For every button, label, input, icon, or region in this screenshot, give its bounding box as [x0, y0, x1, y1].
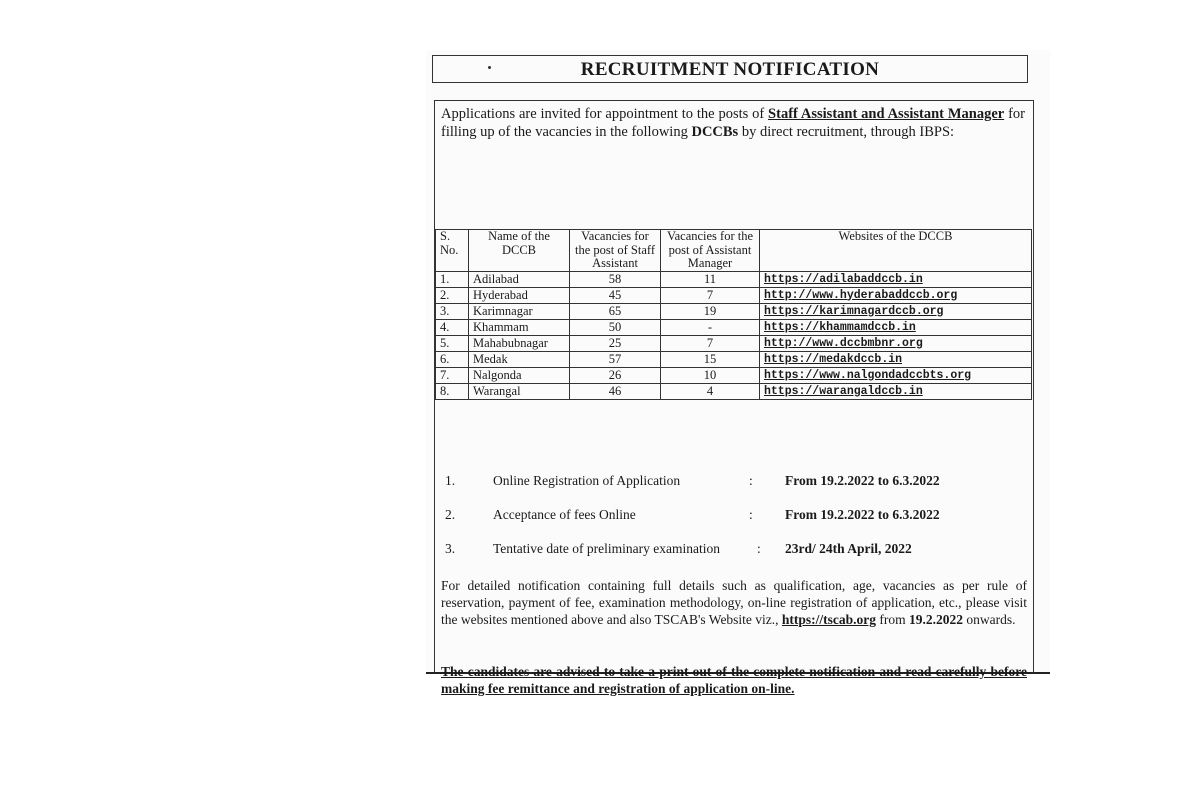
row-staff-vacancies: 57 [570, 351, 661, 367]
table-row [436, 383, 1032, 399]
header-sno: S. No. [436, 230, 469, 272]
row-manager-vacancies: 19 [661, 303, 760, 319]
row-sno: 2. [436, 287, 469, 303]
schedule-item: 3. Tentative date of preliminary examination : 23rd/ 24th April, 2022 [445, 541, 912, 556]
row-website-link[interactable]: https://khammamdccb.in [760, 319, 1032, 335]
table-header-row [436, 230, 1032, 272]
header-staff-assistant: Vacancies for the post of Staff Assistant [570, 230, 661, 272]
row-website-link[interactable]: http://www.hyderabaddccb.org [760, 287, 1032, 303]
row-manager-vacancies: - [661, 319, 760, 335]
row-sno: 3. [436, 303, 469, 319]
row-website-link[interactable]: https://warangaldccb.in [760, 383, 1032, 399]
row-website-link[interactable]: https://medakdccb.in [760, 351, 1032, 367]
row-website-link[interactable]: http://www.dccbmbnr.org [760, 335, 1032, 351]
header-assistant-manager: Vacancies for the post of Assistant Manager [661, 230, 760, 272]
row-staff-vacancies: 25 [570, 335, 661, 351]
row-dccb-name: Adilabad [469, 271, 570, 287]
notification-title-box [432, 55, 1028, 83]
row-manager-vacancies: 7 [661, 335, 760, 351]
intro-paragraph: Applications are invited for appointment to the posts of Staff Assistant and Assistant Manager for filling up of the vacancies in the following DCCBs by direct recruitment, through IBPS: [441, 106, 1025, 140]
notification-title: RECRUITMENT NOTIFICATION [580, 59, 880, 80]
row-manager-vacancies: 15 [661, 351, 760, 367]
row-staff-vacancies: 50 [570, 319, 661, 335]
details-paragraph: For detailed notification containing full details such as qualification, age, vacancies as per rule of reservation, payment of fee, examination methodology, on-line registration of application, etc., please visit the websites mentioned above and also TSCAB's Website viz., https://tscab.org from 19.2.2022 onwards. [441, 578, 1027, 627]
row-dccb-name: Mahabubnagar [469, 335, 570, 351]
row-dccb-name: Warangal [469, 383, 570, 399]
table-row [436, 271, 1032, 287]
advice-paragraph: The candidates are advised to take a print out of the complete notification and read carefully before making fee remittance and registration of application on-line. [441, 664, 1027, 696]
table-row [436, 335, 1032, 351]
row-manager-vacancies: 4 [661, 383, 760, 399]
notification-body-frame [434, 100, 1034, 696]
table-row [436, 367, 1032, 383]
row-dccb-name: Nalgonda [469, 367, 570, 383]
row-dccb-name: Khammam [469, 319, 570, 335]
posts-name: Staff Assistant and Assistant Manager [768, 106, 1005, 122]
row-dccb-name: Hyderabad [469, 287, 570, 303]
schedule-item: 2. Acceptance of fees Online : From 19.2.2022 to 6.3.2022 [445, 507, 940, 522]
row-website-link[interactable]: https://karimnagardccb.org [760, 303, 1032, 319]
row-website-link[interactable]: https://adilabaddccb.in [760, 271, 1032, 287]
row-manager-vacancies: 7 [661, 287, 760, 303]
row-sno: 8. [436, 383, 469, 399]
dccbs-label: DCCBs [691, 124, 739, 140]
row-sno: 1. [436, 271, 469, 287]
scan-speck [488, 66, 491, 69]
row-dccb-name: Medak [469, 351, 570, 367]
row-staff-vacancies: 58 [570, 271, 661, 287]
notification-document [426, 50, 1050, 696]
row-staff-vacancies: 26 [570, 367, 661, 383]
row-sno: 7. [436, 367, 469, 383]
row-manager-vacancies: 10 [661, 367, 760, 383]
row-website-link[interactable]: https://www.nalgondadccbts.org [760, 367, 1032, 383]
row-sno: 5. [436, 335, 469, 351]
row-staff-vacancies: 46 [570, 383, 661, 399]
header-website: Websites of the DCCB [760, 230, 1032, 272]
table-row [436, 287, 1032, 303]
row-manager-vacancies: 11 [661, 271, 760, 287]
row-staff-vacancies: 65 [570, 303, 661, 319]
table-row [436, 303, 1032, 319]
table-row [436, 319, 1032, 335]
row-sno: 4. [436, 319, 469, 335]
row-dccb-name: Karimnagar [469, 303, 570, 319]
row-sno: 6. [436, 351, 469, 367]
row-staff-vacancies: 45 [570, 287, 661, 303]
tscab-link[interactable]: https://tscab.org [781, 612, 877, 627]
vacancy-table [435, 229, 1032, 400]
header-dccb-name: Name of the DCCB [469, 230, 570, 272]
schedule-item: 1. Online Registration of Application : From 19.2.2022 to 6.3.2022 [445, 473, 940, 488]
table-row [436, 351, 1032, 367]
